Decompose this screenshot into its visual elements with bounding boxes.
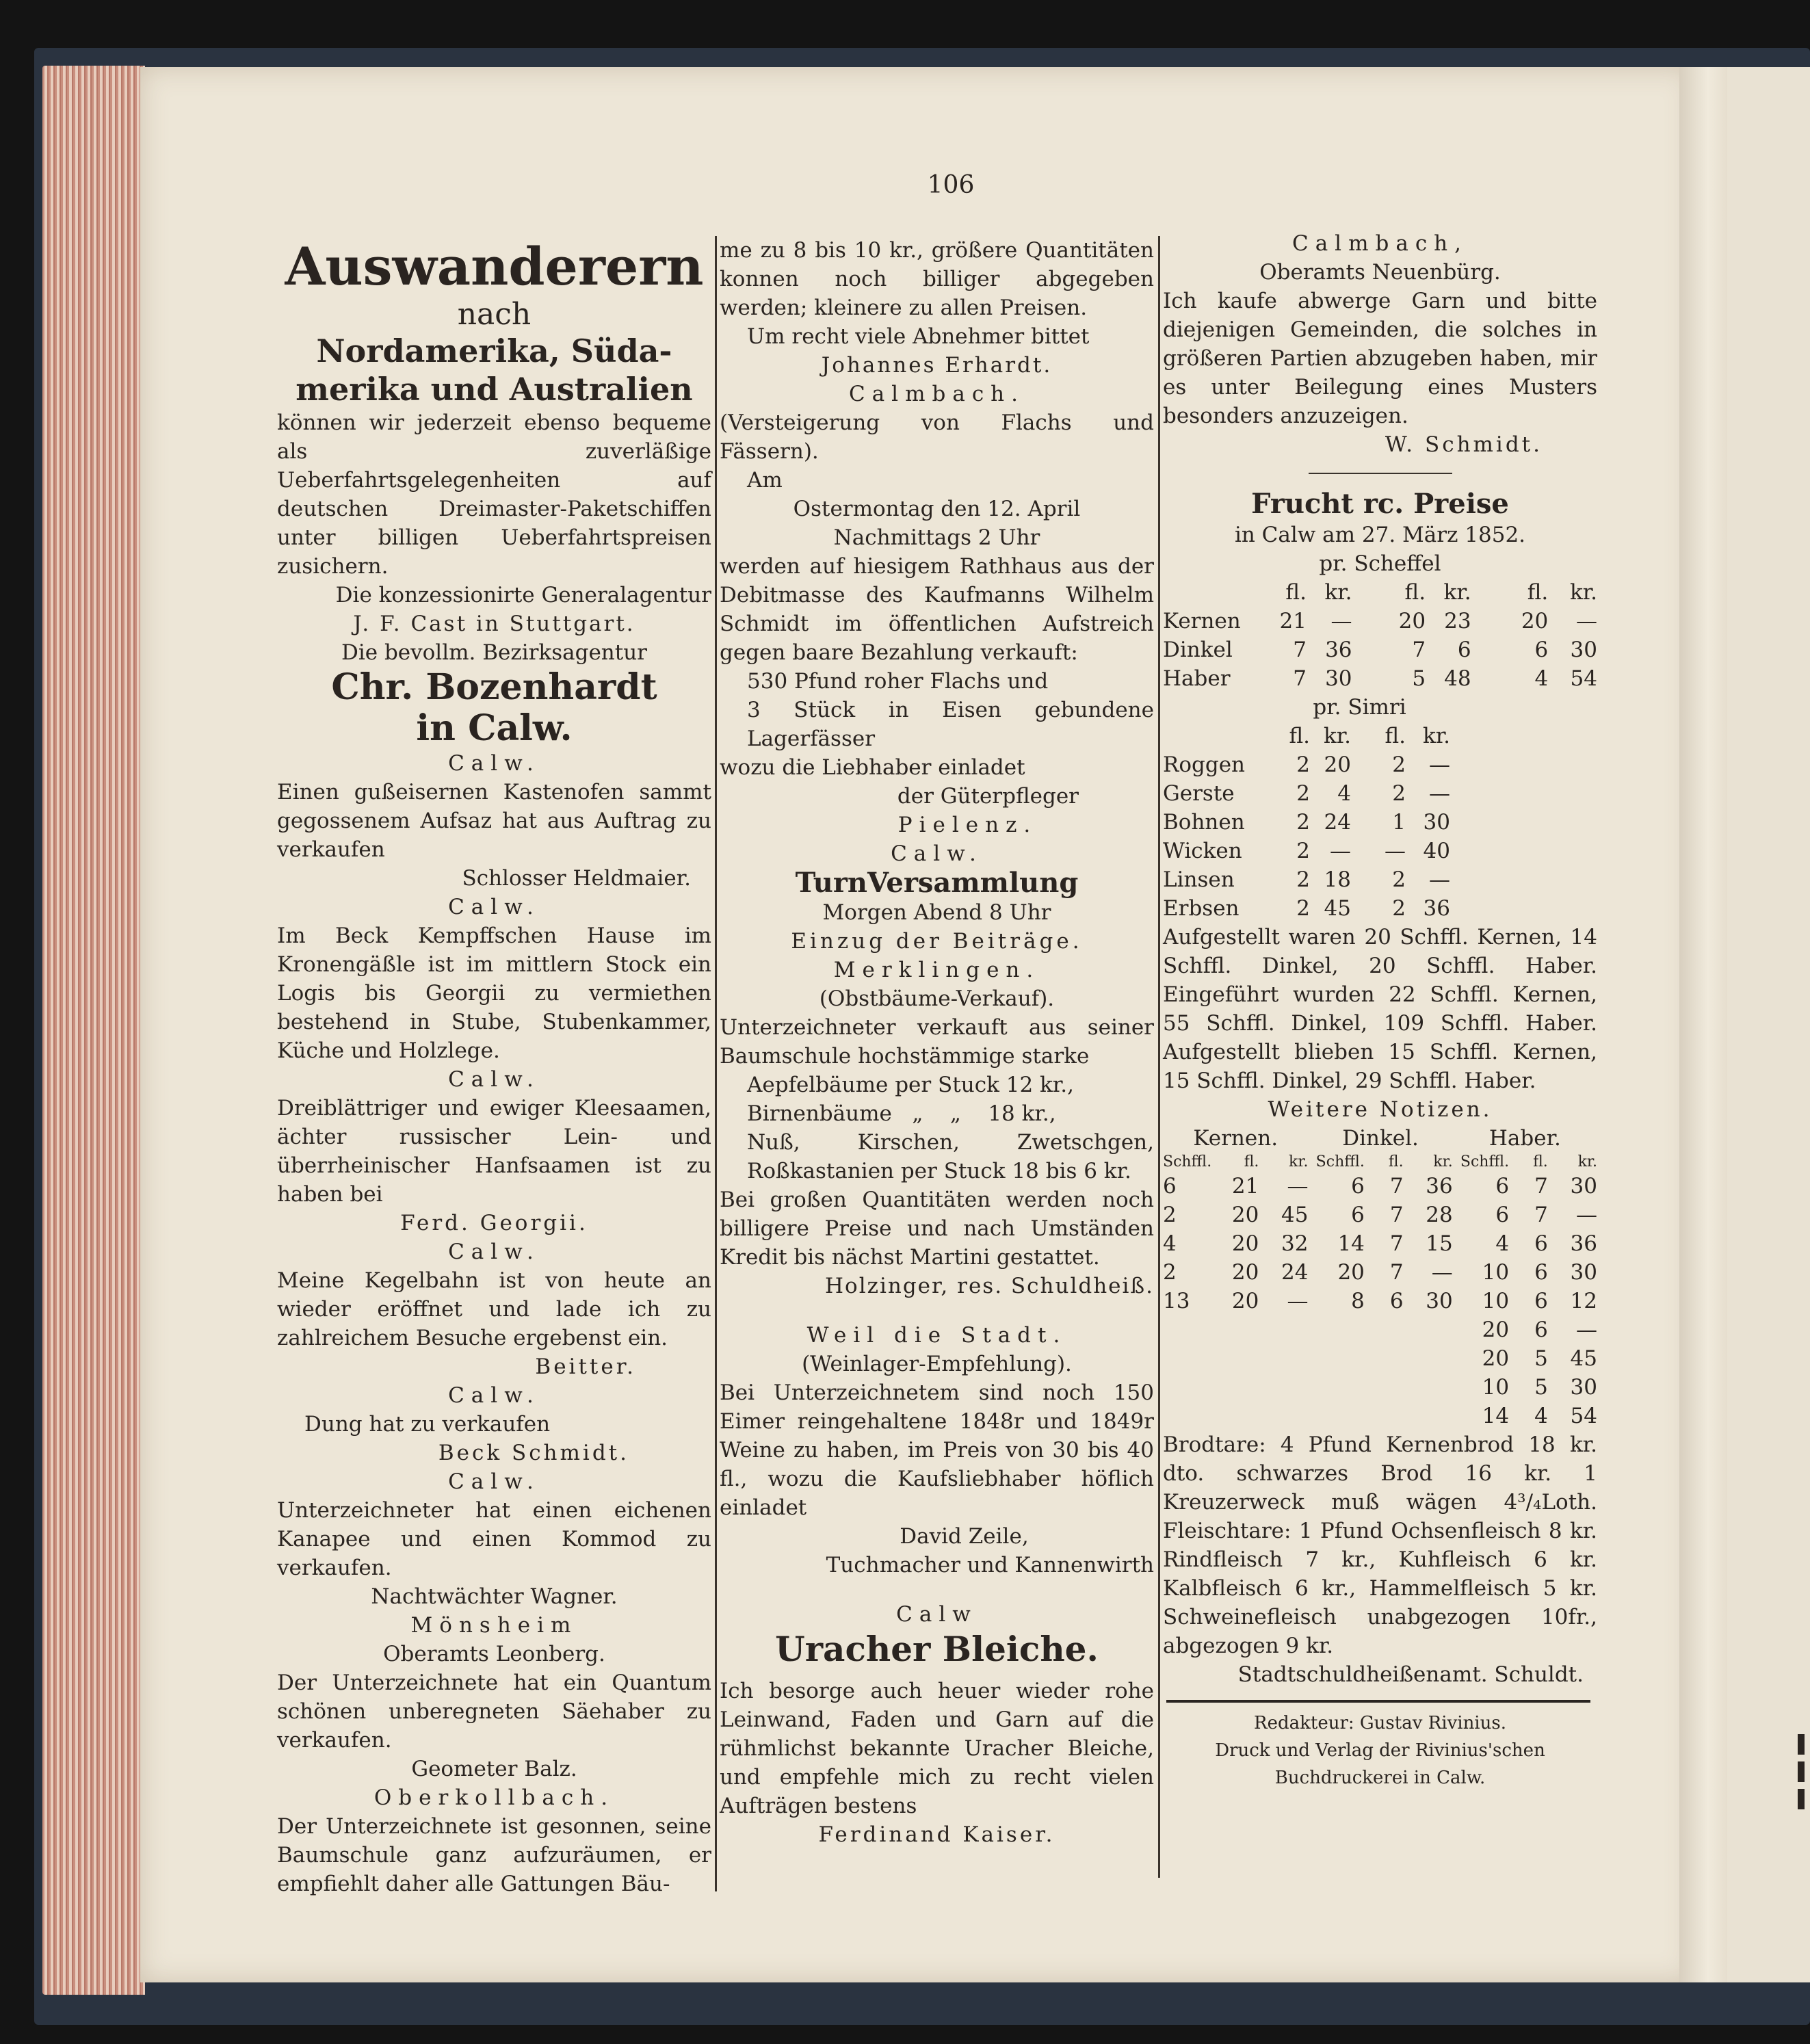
ad-text: können wir jederzeit ebenso bequeme als zuverläßige Ueberfahrtsgelegenheiten auf deutschen Dreimaster-Paketschiffen unter billigen Ueberfahrtspreisen zusichern. xyxy=(277,410,711,579)
column-3 xyxy=(1163,229,1597,1792)
table-cell: 6 xyxy=(1495,1174,1510,1198)
ad-place: Calw. xyxy=(448,1383,540,1408)
ad-signature: in Calw. xyxy=(416,707,573,749)
table-cell: 20 xyxy=(1231,1260,1259,1285)
table-row xyxy=(1163,1402,1597,1430)
ad-text: Einen gußeisernen Kastenofen sammt gegossenem Aufsaz hat aus Auftrag zu verkaufen xyxy=(277,780,711,862)
table-cell: Linsen xyxy=(1163,867,1235,892)
unit-header: fl. xyxy=(1385,724,1406,748)
table-row xyxy=(1163,1229,1597,1258)
ad-line: Morgen Abend 8 Uhr xyxy=(822,900,1051,925)
table-cell: 4 xyxy=(1495,1231,1510,1256)
table-header-row xyxy=(1163,722,1450,750)
table-cell xyxy=(1259,1373,1308,1402)
table-cell: 30 xyxy=(1426,1289,1453,1313)
table-cell: 2 xyxy=(1296,896,1310,921)
table-cell: 7 xyxy=(1389,1260,1404,1285)
table-cell: 7 xyxy=(1389,1231,1404,1256)
table-cell: 54 xyxy=(1570,1404,1597,1428)
table-cell: 23 xyxy=(1444,609,1471,633)
ad-signature: der Güterpfleger xyxy=(897,784,1079,809)
ad-headline: merika und Australien xyxy=(296,371,693,408)
ad-headline: TurnVersammlung xyxy=(795,867,1079,899)
table-row xyxy=(1163,636,1597,664)
ad-line: Nachmittags 2 Uhr xyxy=(833,525,1040,550)
table-cell: 45 xyxy=(1570,1346,1597,1371)
unit-header: kr. xyxy=(1569,580,1597,605)
table-cell: — xyxy=(1330,839,1351,863)
ad-place: Calmbach. xyxy=(848,382,1025,406)
table-cell: 24 xyxy=(1281,1260,1309,1285)
table-cell: 5 xyxy=(1534,1375,1548,1400)
table-cell: — xyxy=(1287,1174,1309,1198)
table-cell xyxy=(1163,1315,1213,1344)
table-cell: 36 xyxy=(1325,638,1352,662)
notes-title: Weitere Notizen. xyxy=(1268,1097,1493,1122)
ad-signature: Tuchmacher und Kannenwirth xyxy=(826,1553,1154,1577)
table-cell: 7 xyxy=(1412,638,1426,662)
table-cell: 7 xyxy=(1293,638,1307,662)
table-cell: 2 xyxy=(1392,781,1406,806)
table-cell: 2 xyxy=(1392,867,1406,892)
unit-header: kr. xyxy=(1433,1153,1453,1170)
ad-subtitle: Oberamts Neuenbürg. xyxy=(1259,260,1501,285)
table-row xyxy=(1163,750,1450,779)
prices-title: Frucht rc. Preise xyxy=(1251,488,1509,520)
ad-subtitle: (Obstbäume-Verkauf). xyxy=(819,986,1055,1011)
table-cell: 30 xyxy=(1570,1174,1597,1198)
table-cell: 32 xyxy=(1281,1231,1309,1256)
unit-header: kr. xyxy=(1289,1153,1309,1170)
table-cell: 15 xyxy=(1426,1231,1453,1256)
ad-signature: David Zeile, xyxy=(900,1524,1029,1549)
table-cell: 12 xyxy=(1570,1289,1597,1313)
ad-text: Dung hat zu verkaufen xyxy=(304,1412,551,1437)
table-cell: 10 xyxy=(1482,1260,1510,1285)
table-cell: — xyxy=(1287,1289,1309,1313)
table-row xyxy=(1163,607,1597,636)
table-cell: 48 xyxy=(1444,666,1471,691)
table-cell: 20 xyxy=(1482,1346,1510,1371)
table-cell: 6 xyxy=(1534,1260,1548,1285)
ad-place: Weil die Stadt. xyxy=(806,1323,1067,1348)
ad-place: Mönsheim xyxy=(410,1613,578,1638)
table-cell: — xyxy=(1576,609,1597,633)
unit-header: kr. xyxy=(1422,724,1450,748)
prices-unit-label: pr. Simri xyxy=(1313,695,1406,720)
ad-line: 530 Pfund roher Flachs und xyxy=(747,669,1049,694)
unit-header: Schffl. xyxy=(1315,1153,1365,1170)
table-cell: 7 xyxy=(1293,666,1307,691)
table-row xyxy=(1163,1373,1597,1402)
group-header: Kernen. xyxy=(1193,1126,1278,1151)
table-header-row xyxy=(1163,1153,1597,1172)
table-row xyxy=(1163,1172,1597,1201)
table-cell: 36 xyxy=(1570,1231,1597,1256)
ad-line: Am xyxy=(747,468,783,493)
table-row xyxy=(1163,894,1450,923)
table-cell: Kernen xyxy=(1163,609,1241,633)
next-page-text-fragment xyxy=(1798,1734,1805,1755)
unit-header: kr. xyxy=(1443,580,1471,605)
table-cell: 7 xyxy=(1534,1174,1548,1198)
table-row xyxy=(1163,1344,1597,1373)
table-cell xyxy=(1163,1373,1213,1402)
table-cell: 40 xyxy=(1423,839,1450,863)
table-cell: 6 xyxy=(1457,638,1471,662)
table-cell: 2 xyxy=(1296,839,1310,863)
unit-header: fl. xyxy=(1244,1153,1259,1170)
tariff-signature: Stadtschuldheißenamt. Schuldt. xyxy=(1237,1662,1584,1687)
page-number: 106 xyxy=(927,171,975,199)
table-cell xyxy=(1163,1344,1213,1373)
table-cell: 6 xyxy=(1351,1174,1365,1198)
table-cell: 1 xyxy=(1392,810,1406,835)
ad-text: Dreiblättriger und ewiger Kleesaamen, ächter russischer Lein- und überrheinischer Hanfsaamen ist zu haben bei xyxy=(277,1096,711,1207)
ad-subtitle: (Versteigerung von Flachs und Fässern). xyxy=(720,410,1154,464)
ad-text: Der Unterzeichnete ist gesonnen, seine Baumschule ganz aufzuräumen, er empfiehlt daher alle Gattungen Bäu- xyxy=(277,1814,711,1896)
ad-signature: Ferd. Georgii. xyxy=(400,1211,588,1235)
table-cell xyxy=(1308,1315,1364,1344)
table-cell: 30 xyxy=(1423,810,1450,835)
table-cell: 30 xyxy=(1325,666,1352,691)
ad-signature: Pielenz. xyxy=(897,813,1038,837)
ad-text: Im Beck Kempffschen Hause im Kronengäßle ist im mittlern Stock ein Logis bis Georgii zu vermiethen bestehend in Stube, Stubenkammer, Küche und Holzlege. xyxy=(277,923,711,1063)
ad-text: Unterzeichneter hat einen eichenen Kanapee und einen Kommod zu verkaufen. xyxy=(277,1498,711,1580)
table-cell: Bohnen xyxy=(1163,810,1245,835)
column-1 xyxy=(277,236,711,1898)
table-cell xyxy=(1365,1344,1404,1373)
scheffel-price-table xyxy=(1163,578,1597,693)
bread-meat-tariff: Brodtare: 4 Pfund Kernenbrod 18 kr. dto. schwarzes Brod 16 kr. 1 Kreuzerweck muß wägen 4³/₄Loth. Fleischtare: 1 Pfund Ochsenfleisch 8 kr. Rindfleisch 7 kr., Kuhfleisch 6 kr. Kalbfleisch 6 kr., Hammelfleisch 5 kr. Schweinefleisch unabgezogen 10fr., abgezogen 9 kr. xyxy=(1163,1432,1597,1658)
table-cell: — xyxy=(1385,839,1406,863)
ad-text: Bei Unterzeichnetem sind noch 150 Eimer reingehaltene 1848r und 1849r Weine zu haben, im Preis von 30 bis 40 fl., wozu die Kaufsliebhaber höflich einladet xyxy=(720,1380,1154,1520)
ad-line: J. F. Cast in Stuttgart. xyxy=(353,612,635,636)
table-cell: 6 xyxy=(1534,1231,1548,1256)
table-row xyxy=(1163,1287,1597,1315)
ad-place: Calw. xyxy=(448,895,540,919)
unit-header: fl. xyxy=(1404,580,1426,605)
table-cell: — xyxy=(1576,1203,1597,1227)
table-cell: 2 xyxy=(1296,781,1310,806)
ad-signature: Johannes Erhardt. xyxy=(821,353,1053,378)
ad-headline: nach xyxy=(457,297,532,332)
page-edges xyxy=(42,66,145,1995)
table-cell: 2 xyxy=(1392,896,1406,921)
table-cell: 30 xyxy=(1570,1260,1597,1285)
table-row xyxy=(1163,779,1450,808)
table-cell: 4 xyxy=(1337,781,1351,806)
table-cell: 6 xyxy=(1495,1203,1510,1227)
table-cell: 10 xyxy=(1482,1289,1510,1313)
table-cell xyxy=(1308,1344,1364,1373)
ad-line: Nuß, Kirschen, Zwetschgen, Roßkastanien per Stuck 18 bis 6 kr. xyxy=(747,1130,1154,1183)
table-cell: 6 xyxy=(1534,1289,1548,1313)
ad-place: Merklingen. xyxy=(833,958,1040,982)
ad-place: Oberkollbach. xyxy=(373,1785,615,1810)
ad-signature: Holzinger, res. Schuldheiß. xyxy=(825,1274,1154,1298)
unit-header: fl. xyxy=(1533,1153,1548,1170)
table-row xyxy=(1163,865,1450,894)
table-cell: 6 xyxy=(1534,1318,1548,1342)
ad-text: werden auf hiesigem Rathhaus aus der Debitmasse des Kaufmanns Wilhelm Schmidt im öffentlichen Aufstreich gegen baare Bezahlung verkauft: xyxy=(720,554,1154,665)
next-page-edge xyxy=(1727,67,1810,1982)
ad-line: Um recht viele Abnehmer bittet xyxy=(747,324,1090,349)
table-cell: 14 xyxy=(1482,1404,1510,1428)
ad-line: Die konzessionirte Generalagentur xyxy=(335,583,711,607)
table-cell: 20 xyxy=(1398,609,1426,633)
table-cell: 20 xyxy=(1482,1318,1510,1342)
column-divider xyxy=(715,236,717,1891)
unit-header: kr. xyxy=(1323,724,1351,748)
ad-line: 3 Stück in Eisen gebundene Lagerfässer xyxy=(747,698,1154,751)
ad-signature: Beitter. xyxy=(535,1354,636,1379)
table-cell: 6 xyxy=(1351,1203,1365,1227)
unit-header: fl. xyxy=(1285,580,1307,605)
table-cell: 5 xyxy=(1534,1346,1548,1371)
simri-price-table xyxy=(1163,722,1450,923)
table-row xyxy=(1163,808,1450,837)
table-cell: 24 xyxy=(1324,810,1351,835)
unit-header: kr. xyxy=(1577,1153,1597,1170)
unit-header: fl. xyxy=(1388,1153,1404,1170)
notes-table xyxy=(1163,1124,1597,1430)
table-cell: 2 xyxy=(1296,867,1310,892)
ad-place: Calw xyxy=(896,1602,978,1627)
table-cell xyxy=(1259,1344,1308,1373)
ad-text: Unterzeichneter verkauft aus seiner Baumschule hochstämmige starke xyxy=(720,1015,1154,1069)
table-cell: 36 xyxy=(1423,896,1450,921)
table-cell: 21 xyxy=(1231,1174,1259,1198)
ad-signature: Chr. Bozenhardt xyxy=(331,666,657,708)
book-gutter xyxy=(1679,67,1727,1982)
printer-credit: Druck und Verlag der Rivinius'schen Buchdruckerei in Calw. xyxy=(1215,1740,1545,1788)
ad-place: Calw. xyxy=(448,1240,540,1264)
table-cell: — xyxy=(1576,1318,1597,1342)
ad-text: Meine Kegelbahn ist von heute an wieder eröffnet und lade ich zu zahlreichem Besuche ergebenst ein. xyxy=(277,1268,711,1350)
ad-place: Calw. xyxy=(448,751,540,776)
table-cell xyxy=(1259,1315,1308,1344)
table-cell xyxy=(1259,1402,1308,1430)
ad-text: Der Unterzeichnete hat ein Quantum schönen unberegneten Säehaber zu verkaufen. xyxy=(277,1670,711,1753)
ad-place: Calw. xyxy=(891,841,983,866)
table-cell: 6 xyxy=(1534,638,1549,662)
ad-subtitle: (Weinlager-Empfehlung). xyxy=(802,1352,1072,1376)
table-cell: 20 xyxy=(1231,1203,1259,1227)
column-divider xyxy=(1158,236,1160,1878)
table-cell: 7 xyxy=(1389,1203,1404,1227)
table-cell: — xyxy=(1330,609,1352,633)
table-cell xyxy=(1213,1373,1259,1402)
table-cell: 30 xyxy=(1570,638,1597,662)
ad-text: Ich besorge auch heuer wieder rohe Leinwand, Faden und Garn auf die rühmlichst bekannte Uracher Bleiche, und empfehle mich zu recht vielen Aufträgen bestens xyxy=(720,1679,1154,1818)
group-header: Dinkel. xyxy=(1342,1126,1419,1151)
table-cell xyxy=(1163,1402,1213,1430)
ad-signature: Beck Schmidt. xyxy=(438,1441,629,1465)
table-cell: 28 xyxy=(1426,1203,1453,1227)
table-row xyxy=(1163,837,1450,865)
table-cell: 6 xyxy=(1163,1174,1177,1198)
table-cell: 2 xyxy=(1296,752,1310,777)
ad-line: Einzug der Beiträge. xyxy=(791,929,1083,954)
table-cell xyxy=(1404,1402,1453,1430)
table-header-row xyxy=(1163,1124,1597,1153)
table-cell xyxy=(1213,1344,1259,1373)
table-cell: — xyxy=(1429,867,1450,892)
table-cell: 20 xyxy=(1521,609,1549,633)
table-cell: Dinkel xyxy=(1163,638,1233,662)
ad-text: Bei großen Quantitäten werden noch billigere Preise und nach Umständen Kredit bis nächst Martini gestattet. xyxy=(720,1188,1154,1270)
table-cell: — xyxy=(1429,752,1450,777)
table-cell: 7 xyxy=(1534,1203,1548,1227)
ad-line: Birnenbäume „ „ 18 kr., xyxy=(747,1101,1056,1126)
table-cell xyxy=(1213,1402,1259,1430)
ad-headline: Uracher Bleiche. xyxy=(775,1629,1099,1669)
table-cell: 21 xyxy=(1279,609,1307,633)
table-cell: 13 xyxy=(1163,1289,1190,1313)
table-cell: 20 xyxy=(1324,752,1351,777)
unit-header: fl. xyxy=(1527,580,1549,605)
editor-credit: Redakteur: Gustav Rivinius. xyxy=(1254,1713,1506,1733)
ad-line: Ostermontag den 12. April xyxy=(793,497,1081,521)
ad-line: wozu die Liebhaber einladet xyxy=(720,755,1025,780)
table-cell: 6 xyxy=(1389,1289,1404,1313)
ad-signature: Schlosser Heldmaier. xyxy=(462,866,691,891)
table-row xyxy=(1163,1201,1597,1229)
table-cell xyxy=(1308,1373,1364,1402)
unit-header: Schffl. xyxy=(1460,1153,1510,1170)
unit-header: kr. xyxy=(1324,580,1352,605)
next-page-text-fragment xyxy=(1798,1761,1805,1782)
table-cell xyxy=(1404,1315,1453,1344)
table-row xyxy=(1163,1315,1597,1344)
table-cell: 2 xyxy=(1163,1203,1177,1227)
next-page-text-fragment xyxy=(1798,1789,1805,1809)
prices-subtitle: in Calw am 27. März 1852. xyxy=(1234,523,1526,547)
table-cell: — xyxy=(1431,1260,1453,1285)
table-cell: 8 xyxy=(1351,1289,1365,1313)
ad-place: Calmbach, xyxy=(1291,231,1469,256)
table-cell: 45 xyxy=(1324,896,1351,921)
table-cell xyxy=(1365,1373,1404,1402)
unit-header: fl. xyxy=(1289,724,1310,748)
table-cell xyxy=(1365,1315,1404,1344)
table-cell xyxy=(1404,1373,1453,1402)
column-2 xyxy=(720,236,1154,1849)
unit-header: Schffl. xyxy=(1163,1153,1212,1170)
ad-text: Ich kaufe abwerge Garn und bitte diejenigen Gemeinden, die solches in größeren Partien abzugeben haben, mir es unter Beilegung eines Musters besonders anzuzeigen. xyxy=(1163,289,1597,428)
table-row xyxy=(1163,664,1597,693)
table-cell: 14 xyxy=(1337,1231,1365,1256)
table-cell: 45 xyxy=(1281,1203,1309,1227)
table-cell xyxy=(1308,1402,1364,1430)
table-cell: 36 xyxy=(1426,1174,1453,1198)
ad-signature: W. Schmidt. xyxy=(1385,432,1543,457)
table-cell: Erbsen xyxy=(1163,896,1240,921)
ad-headline: Auswanderern xyxy=(285,236,704,297)
table-cell: 2 xyxy=(1392,752,1406,777)
table-cell: 5 xyxy=(1412,666,1426,691)
table-cell: 20 xyxy=(1337,1260,1365,1285)
ad-place: Calw. xyxy=(448,1469,540,1494)
table-cell: 30 xyxy=(1570,1375,1597,1400)
table-header-row xyxy=(1163,578,1597,607)
prices-unit-label: pr. Scheffel xyxy=(1319,551,1441,576)
table-cell: 4 xyxy=(1163,1231,1177,1256)
table-cell: 20 xyxy=(1231,1231,1259,1256)
ad-line: Die bevollm. Bezirksagentur xyxy=(341,640,648,665)
ad-headline: Nordamerika, Süda- xyxy=(316,332,672,369)
ad-signature: Geometer Balz. xyxy=(411,1757,577,1781)
table-cell: Wicken xyxy=(1163,839,1242,863)
table-cell: 2 xyxy=(1163,1260,1177,1285)
ad-signature: Nachtwächter Wagner. xyxy=(371,1584,618,1609)
table-cell: 4 xyxy=(1534,1404,1548,1428)
table-cell: 18 xyxy=(1324,867,1351,892)
table-cell xyxy=(1404,1344,1453,1373)
table-cell: 20 xyxy=(1231,1289,1259,1313)
table-cell xyxy=(1365,1402,1404,1430)
ad-line: Aepfelbäume per Stuck 12 kr., xyxy=(747,1073,1074,1097)
table-cell: Roggen xyxy=(1163,752,1246,777)
table-cell: Gerste xyxy=(1163,781,1235,806)
table-cell: — xyxy=(1429,781,1450,806)
ad-signature: Ferdinand Kaiser. xyxy=(818,1822,1055,1847)
group-header: Haber. xyxy=(1488,1126,1561,1151)
table-row xyxy=(1163,1258,1597,1287)
table-cell: Haber xyxy=(1163,666,1231,691)
table-cell: 10 xyxy=(1482,1375,1510,1400)
ad-subtitle: Oberamts Leonberg. xyxy=(383,1642,605,1666)
table-cell xyxy=(1213,1315,1259,1344)
ad-place: Calw. xyxy=(448,1067,540,1092)
table-cell: 7 xyxy=(1389,1174,1404,1198)
ad-text: me zu 8 bis 10 kr., größere Quantitäten konnen noch billiger abgegeben werden; kleinere zu allen Preisen. xyxy=(720,238,1154,320)
table-cell: 2 xyxy=(1296,810,1310,835)
table-cell: 54 xyxy=(1570,666,1597,691)
prices-summary: Aufgestellt waren 20 Schffl. Kernen, 14 Schffl. Dinkel, 20 Schffl. Haber. Eingeführt wurden 22 Schffl. Kernen, 55 Schffl. Dinkel, 109 Schffl. Haber. Aufgestellt blieben 15 Schffl. Kernen, 15 Schffl. Dinkel, 29 Schffl. Haber. xyxy=(1163,925,1597,1093)
table-cell: 4 xyxy=(1534,666,1549,691)
